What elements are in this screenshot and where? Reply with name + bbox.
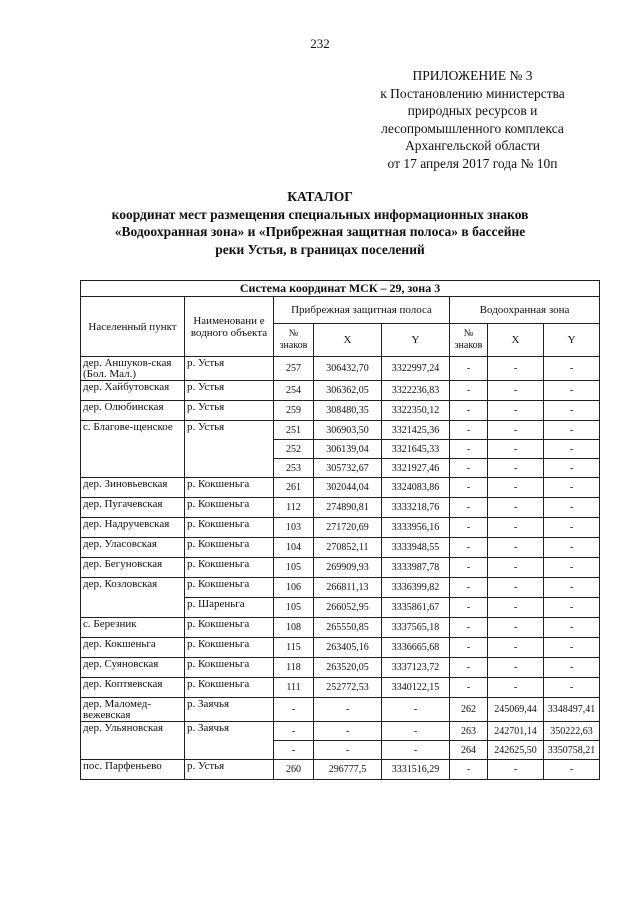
settlement-cell: дер. Коптяевская bbox=[81, 678, 185, 698]
coastal-y-cell: - bbox=[382, 698, 450, 722]
table-row bbox=[81, 478, 600, 498]
zone-num-cell: - bbox=[450, 498, 488, 518]
zone-x-cell: - bbox=[488, 498, 544, 518]
table-row bbox=[81, 578, 600, 598]
water-body-cell: р. Кокшеньга bbox=[185, 678, 274, 698]
water-body-cell: р. Заячья bbox=[185, 722, 274, 760]
appendix-line: ПРИЛОЖЕНИЕ № 3 bbox=[412, 68, 533, 83]
settlement-header: Населенный пункт bbox=[81, 297, 185, 357]
coastal-x-cell: 266811,13 bbox=[314, 578, 382, 598]
coastal-x-header: X bbox=[314, 324, 382, 357]
coastal-y-cell: 3337565,18 bbox=[382, 618, 450, 638]
coastal-num-cell: 105 bbox=[274, 558, 314, 578]
catalog-subtitle-line: «Водоохранная зона» и «Прибрежная защитная полоса» в бассейне bbox=[114, 224, 526, 239]
settlement-cell: дер. Суяновская bbox=[81, 658, 185, 678]
settlement-cell: пос. Парфеньево bbox=[81, 760, 185, 780]
settlement-cell: дер. Пугачевская bbox=[81, 498, 185, 518]
water-body-cell: р. Кокшеньга bbox=[185, 538, 274, 558]
zone-x-cell: - bbox=[488, 618, 544, 638]
coastal-x-cell: 302044,04 bbox=[314, 478, 382, 498]
coordinate-system-header: Система координат МСК – 29, зона 3 bbox=[81, 281, 600, 297]
zone-num-cell: - bbox=[450, 421, 488, 440]
zone-y-cell: - bbox=[544, 538, 600, 558]
coastal-num-cell: 103 bbox=[274, 518, 314, 538]
zone-x-cell: - bbox=[488, 421, 544, 440]
table-row bbox=[81, 722, 600, 741]
coastal-y-cell: 3340122,15 bbox=[382, 678, 450, 698]
zone-x-cell: - bbox=[488, 381, 544, 401]
table-row bbox=[81, 381, 600, 401]
coastal-y-cell: 3331516,29 bbox=[382, 760, 450, 780]
coastal-num-cell: 108 bbox=[274, 618, 314, 638]
settlement-cell: дер. Ульяновская bbox=[81, 722, 185, 760]
settlement-cell: дер. Надручевская bbox=[81, 518, 185, 538]
table-row bbox=[81, 518, 600, 538]
zone-x-header: X bbox=[488, 324, 544, 357]
water-body-cell: р. Устья bbox=[185, 760, 274, 780]
zone-num-cell: - bbox=[450, 459, 488, 478]
coastal-strip-header: Прибрежная защитная полоса bbox=[274, 297, 450, 324]
water-body-cell: р. Шареньга bbox=[185, 598, 274, 618]
table-row bbox=[81, 498, 600, 518]
zone-y-cell: - bbox=[544, 518, 600, 538]
zone-num-cell: - bbox=[450, 381, 488, 401]
appendix-line: от 17 апреля 2017 года № 10п bbox=[387, 155, 558, 171]
coastal-num-cell: 118 bbox=[274, 658, 314, 678]
coastal-num-cell: 253 bbox=[274, 459, 314, 478]
zone-num-cell: - bbox=[450, 760, 488, 780]
coastal-num-cell: 112 bbox=[274, 498, 314, 518]
water-body-cell: р. Устья bbox=[185, 381, 274, 401]
zone-x-cell: - bbox=[488, 401, 544, 421]
coastal-y-cell: 3335861,67 bbox=[382, 598, 450, 618]
coastal-x-cell: - bbox=[314, 741, 382, 760]
coastal-x-cell: 296777,5 bbox=[314, 760, 382, 780]
zone-y-cell: - bbox=[544, 478, 600, 498]
zone-y-header: Y bbox=[544, 324, 600, 357]
water-body-cell: р. Кокшеньга bbox=[185, 478, 274, 498]
table-row bbox=[81, 618, 600, 638]
settlement-cell: с. Благове-щенское bbox=[81, 421, 185, 478]
zone-x-cell: - bbox=[488, 658, 544, 678]
zone-x-cell: - bbox=[488, 518, 544, 538]
appendix-block bbox=[350, 67, 595, 172]
coastal-y-cell: 3322236,83 bbox=[382, 381, 450, 401]
appendix-line: к Постановлению министерства bbox=[380, 85, 565, 101]
coastal-y-cell: 3336665,68 bbox=[382, 638, 450, 658]
zone-x-cell: - bbox=[488, 357, 544, 381]
settlement-cell: дер. Хайбутовская bbox=[81, 381, 185, 401]
zone-y-cell: - bbox=[544, 421, 600, 440]
coastal-y-cell: 3322997,24 bbox=[382, 357, 450, 381]
zone-x-cell: - bbox=[488, 598, 544, 618]
coastal-y-cell: 3336399,82 bbox=[382, 578, 450, 598]
catalog-heading: КАТАЛОГ bbox=[287, 189, 353, 204]
settlement-cell: дер. Уласовская bbox=[81, 538, 185, 558]
coastal-y-cell: 3321645,33 bbox=[382, 440, 450, 459]
zone-y-cell: - bbox=[544, 459, 600, 478]
coastal-y-cell: 3321425,36 bbox=[382, 421, 450, 440]
zone-y-cell: 3350758,21 bbox=[544, 741, 600, 760]
zone-num-cell: - bbox=[450, 538, 488, 558]
zone-num-cell: - bbox=[450, 558, 488, 578]
coastal-y-cell: 3322350,12 bbox=[382, 401, 450, 421]
zone-y-cell: - bbox=[544, 658, 600, 678]
coastal-x-cell: 306903,50 bbox=[314, 421, 382, 440]
table-body bbox=[81, 357, 600, 780]
settlement-cell: с. Березник bbox=[81, 618, 185, 638]
coastal-x-cell: - bbox=[314, 722, 382, 741]
water-body-cell: р. Кокшеньга bbox=[185, 498, 274, 518]
zone-y-cell: - bbox=[544, 678, 600, 698]
settlement-cell: дер. Аншуков-ская (Бол. Мал.) bbox=[81, 357, 185, 381]
coastal-y-cell: 3333218,76 bbox=[382, 498, 450, 518]
zone-x-cell: - bbox=[488, 459, 544, 478]
zone-y-cell: - bbox=[544, 578, 600, 598]
appendix-line: Архангельской области bbox=[405, 138, 540, 153]
zone-num-cell: - bbox=[450, 618, 488, 638]
zone-x-cell: - bbox=[488, 678, 544, 698]
water-body-cell: р. Кокшеньга bbox=[185, 658, 274, 678]
zone-x-cell: 242625,50 bbox=[488, 741, 544, 760]
catalog-subtitle-line: координат мест размещения специальных информационных знаков bbox=[111, 206, 529, 222]
coastal-num-cell: 111 bbox=[274, 678, 314, 698]
zone-y-cell: - bbox=[544, 618, 600, 638]
water-body-cell: р. Кокшеньга bbox=[185, 518, 274, 538]
coordinates-table bbox=[80, 280, 600, 780]
settlement-cell: дер. Козловская bbox=[81, 578, 185, 618]
coastal-y-header: Y bbox=[382, 324, 450, 357]
coastal-num-cell: 257 bbox=[274, 357, 314, 381]
coastal-x-cell: 308480,35 bbox=[314, 401, 382, 421]
coastal-num-cell: 261 bbox=[274, 478, 314, 498]
coastal-x-cell: 269909,93 bbox=[314, 558, 382, 578]
settlement-cell: дер. Бегуновская bbox=[81, 558, 185, 578]
catalog-title bbox=[80, 188, 560, 258]
coastal-x-cell: 305732,67 bbox=[314, 459, 382, 478]
coastal-y-cell: - bbox=[382, 722, 450, 741]
coastal-y-cell: - bbox=[382, 741, 450, 760]
coastal-y-cell: 3333948,55 bbox=[382, 538, 450, 558]
coastal-x-cell: 252772,53 bbox=[314, 678, 382, 698]
zone-num-cell: - bbox=[450, 440, 488, 459]
water-body-cell: р. Кокшеньга bbox=[185, 638, 274, 658]
table-row bbox=[81, 401, 600, 421]
zone-x-cell: - bbox=[488, 440, 544, 459]
zone-num-cell: 264 bbox=[450, 741, 488, 760]
coastal-num-cell: 260 bbox=[274, 760, 314, 780]
appendix-line: природных ресурсов и bbox=[407, 103, 538, 118]
coastal-num-cell: 259 bbox=[274, 401, 314, 421]
water-body-header: Наименовани е водного объекта bbox=[185, 297, 274, 357]
coastal-x-cell: 266052,95 bbox=[314, 598, 382, 618]
catalog-subtitle-line: реки Устья, в границах поселений bbox=[215, 241, 425, 257]
zone-y-cell: - bbox=[544, 401, 600, 421]
water-body-cell: р. Устья bbox=[185, 401, 274, 421]
coastal-num-cell: 115 bbox=[274, 638, 314, 658]
zone-num-cell: - bbox=[450, 598, 488, 618]
coastal-num-cell: 104 bbox=[274, 538, 314, 558]
coastal-x-cell: 274890,81 bbox=[314, 498, 382, 518]
coastal-num-cell: 251 bbox=[274, 421, 314, 440]
settlement-cell: дер. Кокшеньга bbox=[81, 638, 185, 658]
zone-num-cell: - bbox=[450, 401, 488, 421]
zone-num-header: № знаков bbox=[450, 324, 488, 357]
zone-x-cell: 242701,14 bbox=[488, 722, 544, 741]
coastal-x-cell: 306139,04 bbox=[314, 440, 382, 459]
zone-num-cell: - bbox=[450, 678, 488, 698]
zone-x-cell: 245069,44 bbox=[488, 698, 544, 722]
coastal-x-cell: 263520,05 bbox=[314, 658, 382, 678]
zone-x-cell: - bbox=[488, 538, 544, 558]
zone-y-cell: 3348497,41 bbox=[544, 698, 600, 722]
coastal-x-cell: 265550,85 bbox=[314, 618, 382, 638]
zone-num-cell: - bbox=[450, 478, 488, 498]
table-row bbox=[81, 698, 600, 722]
coastal-y-cell: 3333987,78 bbox=[382, 558, 450, 578]
zone-y-cell: 350222,63 bbox=[544, 722, 600, 741]
coastal-x-cell: 263405,16 bbox=[314, 638, 382, 658]
zone-num-cell: - bbox=[450, 578, 488, 598]
zone-num-cell: 263 bbox=[450, 722, 488, 741]
zone-num-cell: - bbox=[450, 638, 488, 658]
zone-x-cell: - bbox=[488, 478, 544, 498]
coastal-y-cell: 3324083,86 bbox=[382, 478, 450, 498]
table-row bbox=[81, 421, 600, 440]
water-zone-header: Водоохранная зона bbox=[450, 297, 600, 324]
settlement-cell: дер. Олюбинская bbox=[81, 401, 185, 421]
zone-y-cell: - bbox=[544, 440, 600, 459]
zone-y-cell: - bbox=[544, 357, 600, 381]
coastal-x-cell: 270852,11 bbox=[314, 538, 382, 558]
coastal-x-cell: 306432,70 bbox=[314, 357, 382, 381]
zone-x-cell: - bbox=[488, 578, 544, 598]
zone-num-cell: - bbox=[450, 357, 488, 381]
water-body-cell: р. Кокшеньга bbox=[185, 578, 274, 598]
table-row bbox=[81, 760, 600, 780]
zone-x-cell: - bbox=[488, 558, 544, 578]
water-body-cell: р. Заячья bbox=[185, 698, 274, 722]
zone-y-cell: - bbox=[544, 381, 600, 401]
coastal-num-cell: - bbox=[274, 698, 314, 722]
coastal-num-cell: 252 bbox=[274, 440, 314, 459]
coastal-num-cell: 254 bbox=[274, 381, 314, 401]
table-row bbox=[81, 357, 600, 381]
coastal-y-cell: 3333956,16 bbox=[382, 518, 450, 538]
settlement-cell: дер. Маломед-вежевская bbox=[81, 698, 185, 722]
coastal-num-header: № знаков bbox=[274, 324, 314, 357]
table-row bbox=[81, 678, 600, 698]
table-row bbox=[81, 658, 600, 678]
water-body-cell: р. Кокшеньга bbox=[185, 558, 274, 578]
coastal-x-cell: - bbox=[314, 698, 382, 722]
water-body-cell: р. Кокшеньга bbox=[185, 618, 274, 638]
zone-num-cell: - bbox=[450, 518, 488, 538]
water-body-cell: р. Устья bbox=[185, 357, 274, 381]
zone-y-cell: - bbox=[544, 498, 600, 518]
water-body-cell: р. Устья bbox=[185, 421, 274, 478]
zone-num-cell: - bbox=[450, 658, 488, 678]
page-number: 232 bbox=[310, 36, 330, 51]
zone-y-cell: - bbox=[544, 760, 600, 780]
zone-x-cell: - bbox=[488, 638, 544, 658]
table-row bbox=[81, 538, 600, 558]
zone-y-cell: - bbox=[544, 598, 600, 618]
coastal-num-cell: - bbox=[274, 722, 314, 741]
zone-x-cell: - bbox=[488, 760, 544, 780]
table-row bbox=[81, 558, 600, 578]
coastal-x-cell: 306362,05 bbox=[314, 381, 382, 401]
table-row bbox=[81, 638, 600, 658]
coastal-num-cell: 105 bbox=[274, 598, 314, 618]
zone-y-cell: - bbox=[544, 638, 600, 658]
coastal-num-cell: - bbox=[274, 741, 314, 760]
coastal-x-cell: 271720,69 bbox=[314, 518, 382, 538]
zone-y-cell: - bbox=[544, 558, 600, 578]
coastal-y-cell: 3337123,72 bbox=[382, 658, 450, 678]
appendix-line: лесопромышленного комплекса bbox=[381, 120, 564, 136]
zone-num-cell: 262 bbox=[450, 698, 488, 722]
settlement-cell: дер. Зиновьевская bbox=[81, 478, 185, 498]
coastal-num-cell: 106 bbox=[274, 578, 314, 598]
coastal-y-cell: 3321927,46 bbox=[382, 459, 450, 478]
